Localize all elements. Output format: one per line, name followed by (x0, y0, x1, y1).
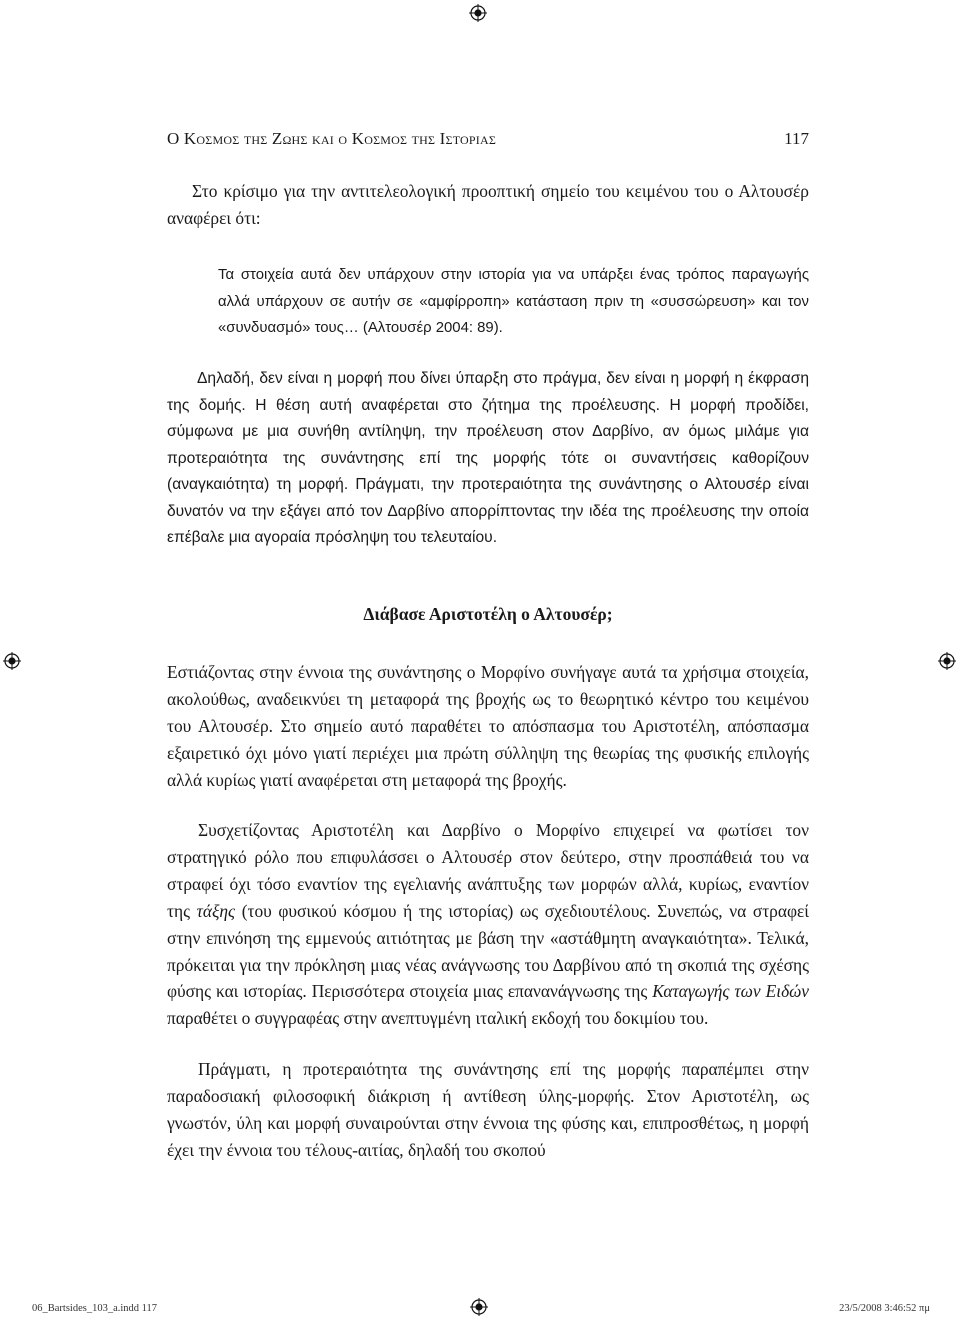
section-paragraph-2-part-c: παραθέτει ο συγγραφέας στην ανεπτυγμένη ιταλική εκδοχή του δοκιμίου του. (167, 1008, 709, 1029)
running-head (167, 129, 809, 153)
paragraph-after-quote: Δηλαδή, δεν είναι η μορφή που δίνει ύπαρξη στο πράγμα, δεν είναι η μορφή η έκφραση της δομής. Η θέση αυτή αναφέρεται στο ζήτημα της προέλευσης. Η μορφή προδίδει, σύμφωνα με μια συνήθη αντίληψη, την προέλευση στον Δαρβίνο, αν όμως μιλάμε για προτεραιότητα της συνάντησης επί της μορφής τότε οι συναντήσεις καθορίζουν (αναγκαιότητα) τη μορφή. Πράγματι, την προτεραιότητα της συνάντησης ο Αλτουσέρ είναι δυνατόν να την εξάγει από τον Δαρβίνο απορρίπτοντας την ιδέα της προέλευσης την οποία επέβαλε μια αγοραία πρόσληψη του τελευταίου. (167, 370, 809, 546)
section-paragraph-1: Εστιάζοντας στην έννοια της συνάντησης ο Μορφίνο συνήγαγε αυτά τα χρήσιμα στοιχεία, ακολούθως, αναδεικνύει τη μεταφορά της βροχής ως το θεωρητικό κέντρο του κειμένου του Αλτουσέρ. Στο σημείο αυτό παραθέτει το απόσπασμα του Αριστοτέλη, απόσπασμα εξαιρετικό όχι μόνο γιατί περιέχει μια πρώτη σύλληψη της θεωρίας της φυσικής επιλογής αλλά κυρίως γιατί αναφέρεται στη μεταφορά της βροχής. (167, 662, 809, 790)
slug-timestamp: 23/5/2008 3:46:52 πμ (839, 1303, 930, 1314)
section-paragraph-2-part-b: (του φυσικού κόσμου ή της ιστορίας) ως σχεδιουτέλους. Συνεπώς, να στραφεί στην επινόηση της εμμενούς αιτιότητας με βάση την «αστάθμητη αναγκαιότητα». Τελικά, πρόκειται για την πρόκληση μιας νέας ανάγνωσης του Δαρβίνου από τη σκοπιά της σχέσης φύσης και ιστορίας. Περισσότερα στοιχεία μιας επανανάγνωσης της (167, 900, 809, 1002)
section-paragraph-2 (167, 817, 809, 1032)
intro-paragraph: Στο κρίσιμο για την αντιτελεολογική προοπτική σημείο του κειμένου του ο Αλτουσέρ αναφέρει ότι: (167, 181, 809, 228)
registration-mark-icon (469, 4, 487, 22)
slug-file: 06_Bartsides_103_a.indd 117 (32, 1303, 158, 1314)
section-paragraph-2-italic-title: Καταγωγής των Ειδών (652, 981, 809, 1002)
section-paragraph-2-italic-taxis: τάξης (196, 900, 236, 921)
section-paragraph-2-part-a: Συσχετίζοντας Αριστοτέλη και Δαρβίνο ο Μορφίνο επιχειρεί να φωτίσει τον στρατηγικό ρόλο που επιφυλάσσει ο Αλτουσέρ στον δεύτερο, στην προσπάθειά του να στραφεί όχι τόσο εναντίον της εγελιανής ανάπτυξης των μορφών αλλά, κυρίως, εναντίον της (167, 820, 809, 921)
registration-mark-icon (3, 652, 21, 670)
registration-mark-icon (938, 652, 956, 670)
section-paragraph-3: Πράγματι, η προτεραιότητα της συνάντησης επί της μορφής παραπέμπει στην παραδοσιακή φιλοσοφική διάκριση ή αντίθεση ύλης-μορφής. Στον Αριστοτέλη, ως γνωστόν, ύλη και μορφή συναιρούνται στην έννοια της φύσης και, επιπροσθέτως, η μορφή έχει την έννοια του τέλους-αιτίας, δηλαδή του σκοπού (167, 1059, 809, 1160)
section-heading: Διάβασε Αριστοτέλη ο Αλτουσέρ; (363, 604, 613, 624)
registration-mark-icon (470, 1298, 488, 1316)
running-head-title: Ο Κοσμος της Ζωης και ο Κοσμος της Ιστοριας (167, 129, 497, 148)
page-number: 117 (784, 129, 809, 148)
block-quote: Τα στοιχεία αυτά δεν υπάρχουν στην ιστορία για να υπάρξει ένας τρόπος παραγωγής αλλά υπάρχουν σε αυτήν σε «αμφίρροπη» κατάσταση πριν τη «συσσώρευση» και τον «συνδυασμό» τους… (Αλτουσέρ 2004: 89). (218, 267, 809, 337)
